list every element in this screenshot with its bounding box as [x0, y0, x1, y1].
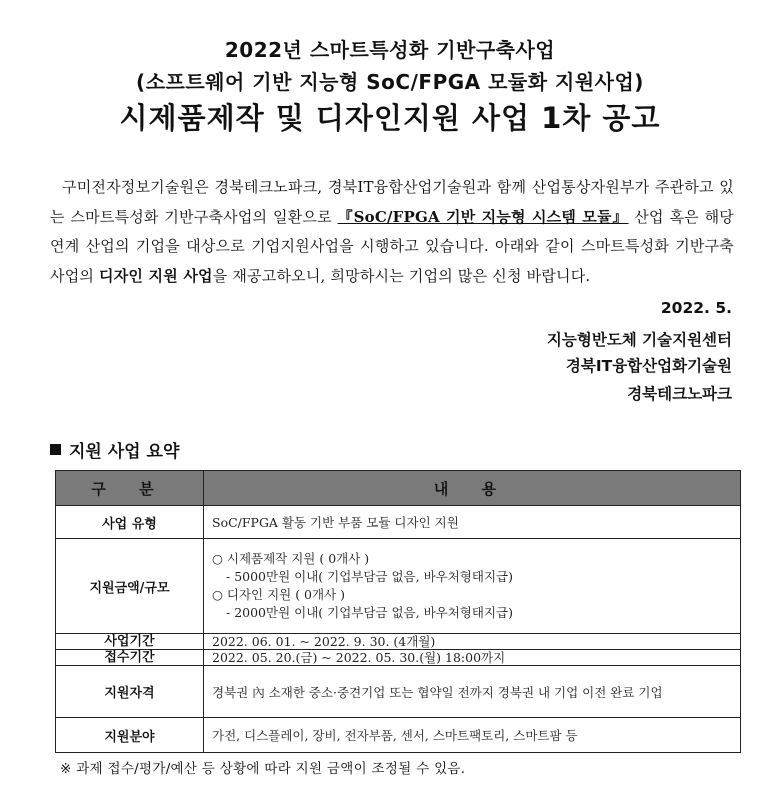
table-row — [56, 718, 741, 753]
intro-text-1: 구미전자정보기술원은 경북테크노파크, 경북IT융합산업기술원과 함께 산업통상자원부가 주관하고 있는 스마트특성화 기반구축사업의 일환으로 — [50, 178, 734, 226]
table-header-row — [56, 471, 741, 506]
table-row — [56, 539, 741, 634]
amount-line: - 5000만원 이내( 기업부담금 없음, 바우처형태지급) — [226, 569, 513, 584]
amount-line: ○ 시제품제작 지원 ( 0개사 ) — [212, 551, 370, 566]
main-title: 시제품제작 및 디자인지원 사업 1차 공고 — [119, 101, 661, 135]
table-row — [56, 666, 741, 718]
row-content: 경북권 內 소재한 중소·중견기업 또는 협약일 전까지 경북권 내 기업 이전 완료 기업 — [204, 666, 741, 718]
section-heading-text: 지원 사업 요약 — [69, 442, 180, 462]
intro-highlight: 『SoC/FPGA 기반 지능형 시스템 모듈』 — [337, 207, 629, 226]
row-content — [204, 539, 741, 634]
table-row — [56, 650, 741, 666]
footnote: ※ 과제 접수/평가/예산 등 상황에 따라 지원 금액이 조정될 수 있음. — [60, 761, 466, 777]
intro-paragraph — [50, 173, 734, 291]
summary-table — [55, 470, 741, 753]
black-square-icon — [50, 444, 61, 455]
amount-line: - 2000만원 이내( 기업부담금 없음, 바우처형태지급) — [226, 605, 513, 620]
row-label: 지원금액/규모 — [56, 539, 204, 634]
organization-3: 경북테크노파크 — [627, 385, 732, 403]
header-category: 구 분 — [56, 471, 204, 506]
row-content: 2022. 06. 01. ~ 2022. 9. 30. (4개월) — [204, 634, 741, 650]
row-label: 지원자격 — [56, 666, 204, 718]
table-row — [56, 634, 741, 650]
row-label: 지원분야 — [56, 718, 204, 753]
amount-line: ○ 디자인 지원 ( 0개사 ) — [212, 587, 346, 602]
row-content: 가전, 디스플레이, 장비, 전자부품, 센서, 스마트팩토리, 스마트팜 등 — [204, 718, 741, 753]
title-line-2: (소프트웨어 기반 지능형 SoC/FPGA 모듈화 지원사업) — [136, 70, 644, 94]
intro-emphasis: 디자인 지원 사업 — [99, 266, 213, 285]
row-label: 사업 유형 — [56, 506, 204, 539]
title-line-1: 2022년 스마트특성화 기반구축사업 — [224, 38, 556, 62]
intro-text-3: 을 재공고하오니, 희망하시는 기업의 많은 신청 바랍니다. — [212, 266, 591, 285]
header-content: 내 용 — [204, 471, 741, 506]
intro-text-2: 산업 혹은 해당 연계 산업의 기업을 대상으로 기업지원사업을 시행하고 있습니다. 아래와 같이 스마트특성화 기반구축사업의 — [50, 207, 734, 285]
organization-2: 경북IT융합산업화기술원 — [565, 357, 732, 375]
row-content: SoC/FPGA 활동 기반 부품 모듈 디자인 지원 — [204, 506, 741, 539]
section-heading — [50, 437, 179, 462]
organization-1: 지능형반도체 기술지원센터 — [546, 331, 732, 349]
table-row — [56, 506, 741, 539]
row-content: 2022. 05. 20.(금) ~ 2022. 05. 30.(월) 18:00까지 — [204, 650, 741, 666]
announcement-date: 2022. 5. — [660, 299, 732, 317]
row-label: 접수기간 — [56, 650, 204, 666]
row-label: 사업기간 — [56, 634, 204, 650]
